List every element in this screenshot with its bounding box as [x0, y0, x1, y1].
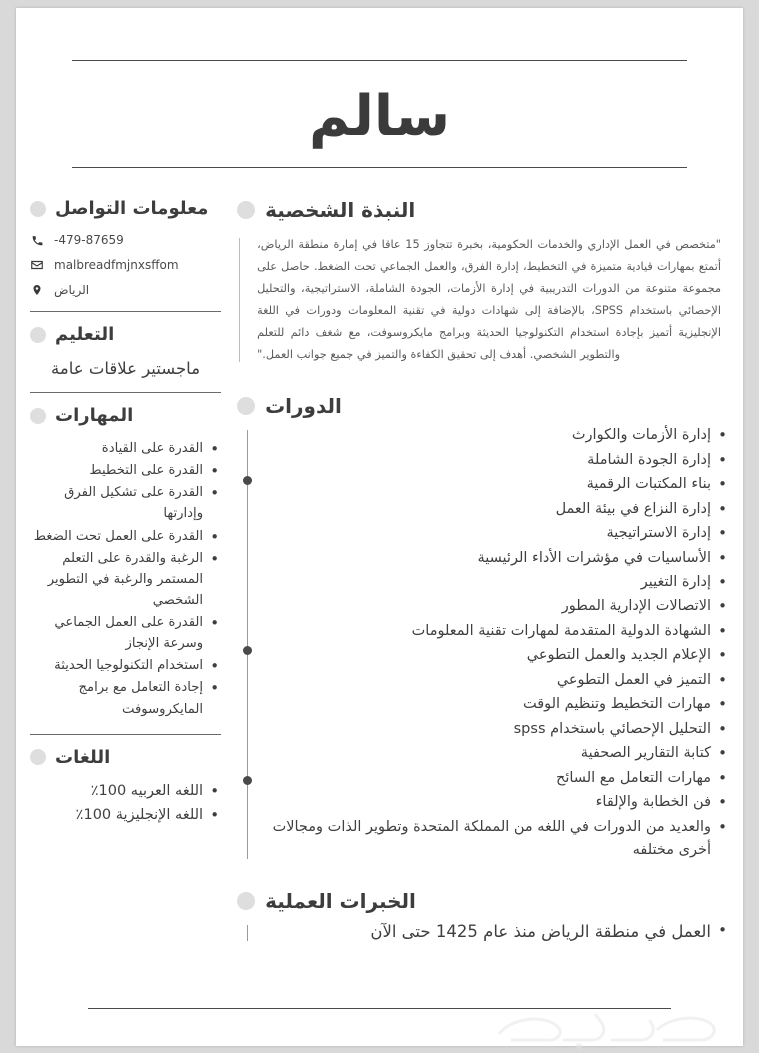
course-list-item: • الشهادة الدولية المتقدمة لمهارات تقنية المعلومات — [255, 620, 729, 643]
experience-list — [255, 919, 729, 945]
contact-rows — [30, 233, 221, 297]
phone-icon — [30, 233, 44, 247]
courses-heading-row — [237, 394, 729, 418]
side-divider — [30, 734, 221, 735]
contact-row — [30, 283, 221, 297]
section-marker-circle-icon — [30, 327, 46, 343]
contact-row — [30, 233, 221, 247]
education-value: ماجستير علاقات عامة — [51, 359, 201, 378]
course-list-item: • والعديد من الدورات في اللغه من المملكة المتحدة وتطوير الذات ومجالات أخرى مختلفه — [255, 816, 729, 863]
courses-timeline — [237, 424, 729, 863]
course-list-item: • بناء المكتبات الرقمية — [255, 473, 729, 496]
experience-list-item: • العمل في منطقة الرياض منذ عام 1425 حتى الآن — [255, 919, 729, 945]
cv-sheet — [16, 8, 743, 1046]
courses-list — [255, 424, 729, 863]
skills-section — [30, 405, 221, 720]
education-heading-row — [30, 324, 221, 345]
skill-list-item: • إجادة التعامل مع برامج المايكروسوفت — [30, 677, 221, 719]
skill-list-item: • القدرة على تشكيل الفرق وإدارتها — [30, 482, 221, 524]
education-section — [30, 324, 221, 378]
skills-heading: المهارات — [55, 405, 134, 426]
section-marker-circle-icon — [30, 201, 46, 217]
side-divider — [30, 311, 221, 312]
course-list-item: • إدارة الجودة الشاملة — [255, 449, 729, 472]
skill-list-item: • القدرة على العمل الجماعي وسرعة الإنجاز — [30, 612, 221, 654]
section-marker-circle-icon — [30, 749, 46, 765]
skill-list-item: • القدرة على القيادة — [30, 438, 221, 459]
course-list-item: • الأساسيات في مؤشرات الأداء الرئيسية — [255, 547, 729, 570]
cv-header — [72, 60, 687, 168]
summary-block — [237, 234, 729, 366]
cv-main-column — [227, 198, 729, 946]
course-list-item: • الاتصالات الإدارية المطور — [255, 595, 729, 618]
email-icon — [30, 258, 44, 272]
contact-heading: معلومات التواصل — [55, 198, 209, 219]
candidate-name: سالم — [308, 84, 451, 149]
summary-heading-row — [237, 198, 729, 222]
courses-timeline-dot — [243, 776, 252, 785]
experience-heading-row — [237, 889, 729, 913]
summary-heading: النبذة الشخصية — [265, 198, 416, 222]
course-list-item: • إدارة النزاع في بيئة العمل — [255, 498, 729, 521]
languages-heading-row — [30, 747, 221, 768]
skill-list-item: • القدرة على العمل تحت الضغط — [30, 526, 221, 547]
course-list-item: • مهارات التخطيط وتنظيم الوقت — [255, 693, 729, 716]
course-list-item: • إدارة الأزمات والكوارث — [255, 424, 729, 447]
course-list-item: • التميز في العمل التطوعي — [255, 669, 729, 692]
languages-section — [30, 747, 221, 828]
course-list-item: • إدارة التغيير — [255, 571, 729, 594]
location-icon — [30, 283, 44, 297]
languages-list — [30, 780, 221, 828]
education-heading: التعليم — [55, 324, 115, 345]
course-list-item: • كتابة التقارير الصحفية — [255, 742, 729, 765]
summary-text: "متخصص في العمل الإداري والخدمات الحكومية، بخبرة تتجاوز 15 عاقا في إمارة منطقة الرياض، أتمتع بمهارات قيادية متميزة في التخطيط، إدارة الفرق، والعمل الجماعي تحت الضغط. حاصل على مجموعة متنوعة من الدورات التدريبية في إدارة الأزمات، الجودة الشاملة، الاستراتيجية، والتحليل الإحصائي باستخدام SPSS، بالإضافة إلى شهادات دولية في تقنية المعلومات ودورات في اللغة الإنجليزية أتميز بإجادة استخدام التكنولوجيا الحديثة وبرامج مايكروسوفت، مع شغف دائم للتعلم والتطوير الشخصي. أهدف إلى تحقيق الكفاءة والتميز في جميع جوانب العمل." — [257, 238, 721, 362]
cv-columns — [16, 198, 743, 946]
courses-timeline-dot — [243, 476, 252, 485]
language-list-item: • اللغه الإنجليزية 100٪ — [30, 804, 221, 827]
section-marker-circle-icon — [237, 201, 255, 219]
summary-accent-bar — [239, 238, 240, 362]
skill-list-item: • الرغبة والقدرة على التعلم المستمر والرغبة في التطوير الشخصي — [30, 548, 221, 611]
experience-heading: الخبرات العملية — [265, 888, 416, 913]
contact-value[interactable]: -479-87659 — [54, 233, 124, 247]
course-list-item: • مهارات التعامل مع السائح — [255, 767, 729, 790]
courses-heading: الدورات — [265, 394, 342, 419]
footer-divider — [88, 1008, 671, 1009]
language-list-item: • اللغه العربيه 100٪ — [30, 780, 221, 803]
cv-side-column — [30, 198, 227, 946]
courses-timeline-line — [247, 430, 248, 859]
course-list-item: • الإعلام الجديد والعمل التطوعي — [255, 644, 729, 667]
skills-list — [30, 438, 221, 720]
experience-timeline — [237, 919, 729, 945]
skills-heading-row — [30, 405, 221, 426]
section-marker-circle-icon — [237, 892, 255, 910]
contact-value[interactable]: malbreadfmjnxsffom — [54, 258, 179, 272]
contact-heading-row — [30, 198, 221, 219]
skill-list-item: • استخدام التكنولوجيا الحديثة — [30, 655, 221, 676]
courses-timeline-dot — [243, 646, 252, 655]
contact-value: الرياض — [54, 283, 90, 297]
contact-row — [30, 258, 221, 272]
header-bottom-divider — [72, 167, 687, 168]
section-marker-circle-icon — [237, 397, 255, 415]
course-list-item: • إدارة الاستراتيجية — [255, 522, 729, 545]
section-marker-circle-icon — [30, 408, 46, 424]
experience-timeline-line — [247, 925, 248, 941]
skill-list-item: • القدرة على التخطيط — [30, 460, 221, 481]
contact-section — [30, 198, 221, 297]
side-divider — [30, 392, 221, 393]
languages-heading: اللغات — [55, 746, 111, 768]
course-list-item: • التحليل الإحصائي باستخدام spss — [255, 718, 729, 741]
course-list-item: • فن الخطابة والإلقاء — [255, 791, 729, 814]
